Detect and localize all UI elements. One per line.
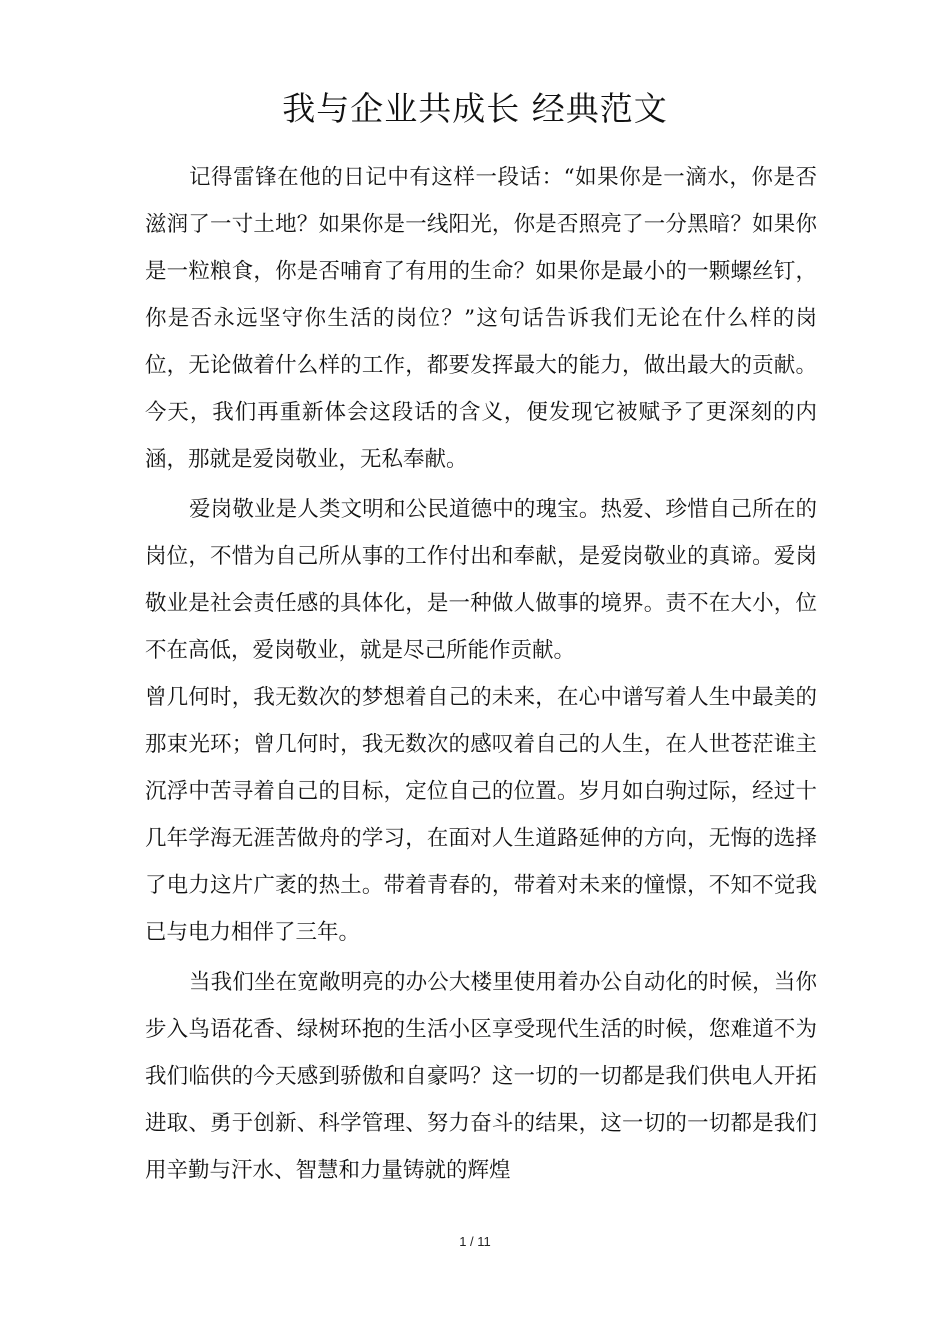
paragraph-1: 记得雷锋在他的日记中有这样一段话：“如果你是一滴水，你是否滋润了一寸土地？如果你是一线阳光，你是否照亮了一分黑暗？如果你是一粒粮食，你是否哺育了有用的生命？如果你是最小的一颗螺丝钉，你是否永远坚守你生活的岗位？”这句话告诉我们无论在什么样的岗位，无论做着什么样的工作，都要发挥最大的能力，做出最大的贡献。今天，我们再重新体会这段话的含义，便发现它被赋予了更深刻的内涵，那就是爱岗敬业，无私奉献。 — [145, 165, 817, 472]
document-body — [145, 154, 817, 1194]
document-title: 我与企业共成长 经典范文 — [282, 89, 668, 128]
paragraph-3: 曾几何时，我无数次的梦想着自己的未来，在心中谱写着人生中最美的那束光环；曾几何时，我无数次的感叹着自己的人生，在人世苍茫谁主沉浮中苦寻着自己的目标，定位自己的位置。岁月如白驹过际，经过十几年学海无涯苦做舟的学习，在面对人生道路延伸的方向，无悔的选择了电力这片广袤的热土。带着青春的，带着对未来的憧憬，不知不觉我已与电力相伴了三年。 — [145, 685, 817, 945]
paragraph-2: 爱岗敬业是人类文明和公民道德中的瑰宝。热爱、珍惜自己所在的岗位，不惜为自己所从事的工作付出和奉献，是爱岗敬业的真谛。爱岗敬业是社会责任感的具体化，是一种做人做事的境界。责不在大小，位不在高低，爱岗敬业，就是尽己所能作贡献。 — [145, 497, 817, 663]
paragraph-4: 当我们坐在宽敞明亮的办公大楼里使用着办公自动化的时候，当你步入鸟语花香、绿树环抱的生活小区享受现代生活的时候，您难道不为我们临供的今天感到骄傲和自豪吗？这一切的一切都是我们供电人开拓进取、勇于创新、科学管理、努力奋斗的结果，这一切的一切都是我们用辛勤与汗水、智慧和力量铸就的辉煌 — [145, 970, 817, 1183]
page-number: 1 / 11 — [459, 1234, 491, 1249]
